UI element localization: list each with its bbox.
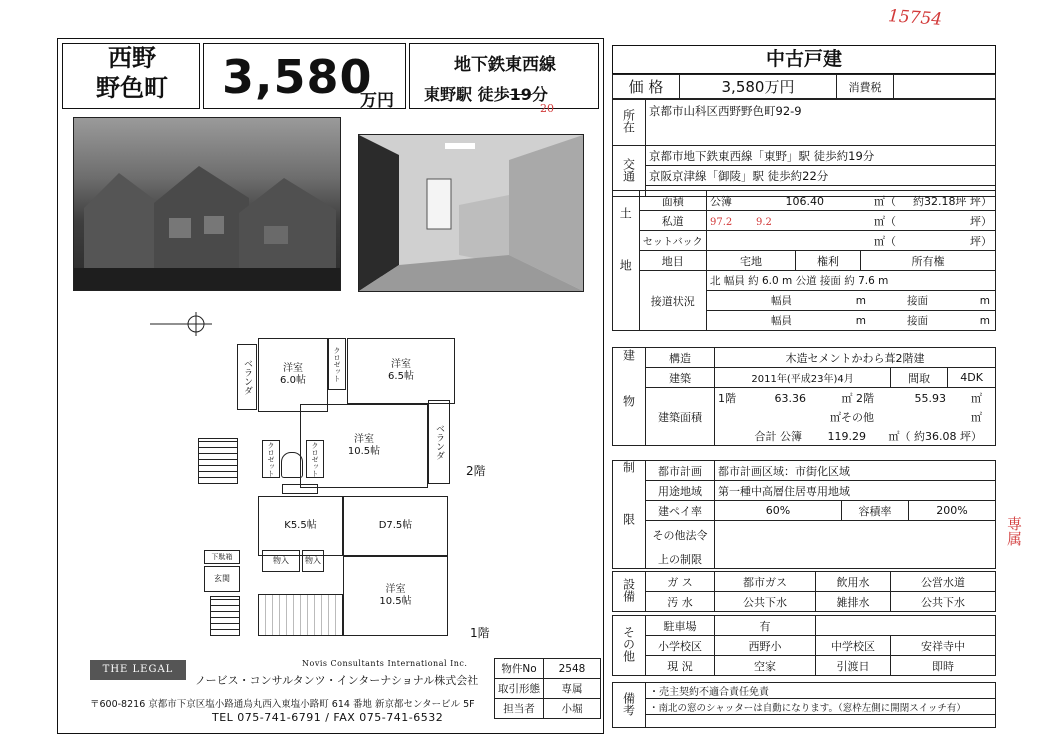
built-value: 2011年(平成23年)4月 — [715, 368, 891, 388]
handwritten-file-number: 15754 — [887, 6, 943, 30]
setback-unit: ㎡（ — [873, 234, 896, 248]
staff-value: 小堀 — [544, 699, 601, 719]
others-table — [612, 615, 996, 676]
facilities-table — [612, 571, 996, 612]
far-label: 容積率 — [842, 501, 909, 521]
elementary-label: 小学校区 — [646, 636, 715, 656]
bcr-label: 建ペイ率 — [646, 501, 715, 521]
company-logo: THE LEGAL — [90, 660, 186, 680]
parking-label: 駐車場 — [646, 616, 715, 636]
headline-price-unit: 万円 — [360, 91, 394, 111]
stairs-1f — [210, 596, 240, 636]
use-zone-value: 第一種中高層住居専用地域 — [715, 481, 996, 501]
headline-price: 3,580 — [222, 50, 373, 104]
price-row — [612, 74, 996, 99]
water-label: 飲用水 — [816, 572, 891, 592]
limits-label: 制限 — [613, 461, 646, 569]
storage-1f-b: 物入 — [302, 550, 324, 572]
area-tsubo: 約32.18坪 坪） — [912, 194, 992, 208]
chimoku-value: 宅地 — [706, 251, 795, 271]
other-law-label-1: その他法令 — [646, 521, 715, 550]
location-value: 京都市山科区西野野色町92-9 — [646, 100, 996, 146]
location-label: 所在 — [613, 100, 646, 146]
road-unit: ㎡（ — [873, 214, 896, 228]
road-status-1: 北 幅員 約 6.0 m 公道 接面 約 7.6 m — [706, 271, 995, 291]
sewage-label: 汚 水 — [646, 592, 715, 612]
staff-label: 担当者 — [495, 699, 544, 719]
setback-label: セットバック — [639, 231, 706, 251]
closet-2f-c: クロゼット — [306, 440, 324, 478]
land-table — [612, 190, 996, 331]
company-tel-fax: TEL 075-741-6791 / FAX 075-741-6532 — [212, 711, 444, 724]
remark-3 — [646, 715, 996, 728]
room-1f-western-10-5: 洋室 10.5帖 — [343, 556, 448, 636]
remarks-table — [612, 682, 996, 728]
room-1f-dining: D7.5帖 — [343, 496, 448, 556]
interior-photo-drawing — [359, 135, 583, 291]
built-label: 建築 — [646, 368, 715, 388]
station-box — [409, 43, 599, 115]
parking-value: 有 — [715, 616, 816, 636]
price-value: 3,580万円 — [680, 75, 837, 99]
layout-label: 間取 — [891, 368, 948, 388]
chimoku-label: 地目 — [639, 251, 706, 271]
facilities-label: 設備 — [613, 572, 646, 612]
toilet-2f-icon — [281, 452, 303, 478]
road-status-2: 幅員 m 接面 m — [706, 291, 995, 311]
transport-2: 京阪京津線「御陵」駅 徒歩約22分 — [646, 166, 996, 186]
road-row — [706, 211, 995, 231]
area-unit: ㎡（ — [873, 194, 896, 208]
junior-value: 安祥寺中 — [891, 636, 996, 656]
area-label: 面積 — [639, 191, 706, 211]
floor-area-row-2: ㎡その他 ㎡ — [715, 407, 996, 426]
limits-table — [612, 460, 996, 569]
remark-1: ・売主契約不適合責任免責 — [646, 683, 996, 699]
company-footer — [62, 656, 494, 730]
gas-label: ガ ス — [646, 572, 715, 592]
headline-walk-unit: 分 — [531, 85, 548, 104]
handwritten-road-2: 9.2 — [755, 216, 772, 228]
city-plan-value: 都市計画区域：市街化区域 — [715, 461, 996, 481]
parking-blank — [816, 616, 996, 636]
layout-value: 4DK — [948, 368, 996, 388]
floor-2f-label: 2階 — [466, 464, 486, 478]
area-box — [62, 43, 200, 109]
meta-table — [494, 658, 601, 719]
elementary-value: 西野小 — [715, 636, 816, 656]
room-2f-western-10-5: 洋室 10.5帖 — [300, 404, 428, 488]
remarks-label: 備考 — [613, 683, 646, 728]
exterior-photo-drawing — [74, 118, 340, 290]
company-name-en: Novis Consultants International Inc. — [302, 659, 468, 668]
handwritten-road: 97.2 — [709, 216, 733, 228]
misc-water-label: 雑排水 — [816, 592, 891, 612]
floor-area-row-1: 1階 63.36 ㎡ 2階 55.93 ㎡ — [715, 388, 996, 408]
headline-station-name: 東野駅 徒歩 — [424, 85, 510, 104]
stairs-2f — [198, 438, 238, 484]
setback-row — [706, 231, 995, 251]
room-1f-kitchen: K5.5帖 — [258, 496, 343, 556]
headline-line: 地下鉄東西線 — [454, 55, 556, 75]
balcony-west: ベランダ — [237, 344, 257, 410]
floor-1f-label: 1階 — [470, 626, 490, 640]
water-value: 公営水道 — [891, 572, 996, 592]
room-2f-western-6: 洋室 6.0帖 — [258, 338, 328, 412]
far-value: 200% — [909, 501, 996, 521]
use-zone-label: 用途地域 — [646, 481, 715, 501]
road-tsubo: 坪） — [969, 214, 992, 228]
area-row — [706, 191, 995, 211]
area-value: 106.40 — [785, 194, 824, 208]
transport-label: 交通 — [613, 146, 646, 197]
tax-label: 消費税 — [837, 75, 894, 99]
bcr-value: 60% — [715, 501, 842, 521]
handwritten-exclusive-note: 専属 — [1005, 516, 1023, 546]
tax-value — [894, 75, 996, 99]
transport-1: 京都市地下鉄東西線「東野」駅 徒歩約19分 — [646, 146, 996, 166]
shoe-cabinet: 下駄箱 — [204, 550, 240, 564]
floor-area-total: 合計 公簿 119.29 ㎡（ 約36.08 坪） — [715, 426, 996, 446]
junior-label: 中学校区 — [816, 636, 891, 656]
misc-water-value: 公共下水 — [891, 592, 996, 612]
structure-label: 構造 — [646, 348, 715, 368]
road-status-3: 幅員 m 接面 m — [706, 311, 995, 331]
city-plan-label: 都市計画 — [646, 461, 715, 481]
headline-walk-old: 19 — [509, 85, 532, 104]
floor-area-label: 建築面積 — [646, 388, 715, 446]
setback-tsubo: 坪） — [969, 234, 992, 248]
price-box — [203, 43, 406, 109]
storage-1f-a: 物入 — [262, 550, 300, 572]
room-2f-western-6-5: 洋室 6.5帖 — [347, 338, 455, 404]
status-value: 空家 — [715, 656, 816, 676]
kitchen-counter — [282, 484, 318, 494]
headline-station — [424, 82, 548, 105]
structure-value: 木造セメントかわら葺2階建 — [715, 348, 996, 368]
closet-2f-b: クロゼット — [262, 440, 280, 478]
bathroom-1f — [258, 594, 343, 636]
remark-2: ・南北の窓のシャッターは自動になります。（窓枠左側に開閉スイッチ有） — [646, 699, 996, 715]
company-address: 〒600-8216 京都市下京区塩小路通烏丸西入東塩小路町 614 番地 新京都センタービル 5F — [90, 699, 475, 710]
handover-label: 引渡日 — [816, 656, 891, 676]
compass-icon — [150, 310, 220, 340]
area-line1: 西野 — [108, 44, 156, 72]
location-table — [612, 99, 996, 146]
exterior-photo — [73, 117, 341, 291]
road-status-label: 接道状況 — [639, 271, 706, 331]
interior-photo — [358, 134, 584, 292]
property-no-label: 物件No — [495, 659, 544, 679]
deal-type-label: 取引形態 — [495, 679, 544, 699]
balcony-east: ベランダ — [428, 400, 450, 484]
closet-2f-a: クロゼット — [328, 338, 346, 390]
road-label: 私道 — [639, 211, 706, 231]
status-label: 現 況 — [646, 656, 715, 676]
building-table — [612, 347, 996, 446]
other-law-label-2: 上の制限 — [646, 549, 715, 569]
handwritten-walk: 20 — [540, 102, 554, 115]
building-label: 建物 — [613, 348, 646, 446]
right-label: 権利 — [795, 251, 860, 271]
spec-title: 中古戸建 — [612, 45, 996, 74]
area-line2: 野色町 — [96, 74, 168, 102]
gas-value: 都市ガス — [715, 572, 816, 592]
property-no-value: 2548 — [544, 659, 601, 679]
price-label: 価 格 — [613, 75, 680, 99]
land-label: 土地 — [613, 191, 640, 331]
entrance: 玄関 — [204, 566, 240, 592]
area-kind: 公簿 — [709, 194, 732, 208]
right-value: 所有権 — [861, 251, 996, 271]
other-law-value — [715, 521, 996, 569]
deal-type-value: 専属 — [544, 679, 601, 699]
company-name-jp: ノービス・コンサルタンツ・インターナショナル株式会社 — [195, 674, 479, 687]
others-label: その他 — [613, 616, 646, 676]
sewage-value: 公共下水 — [715, 592, 816, 612]
handover-value: 即時 — [891, 656, 996, 676]
